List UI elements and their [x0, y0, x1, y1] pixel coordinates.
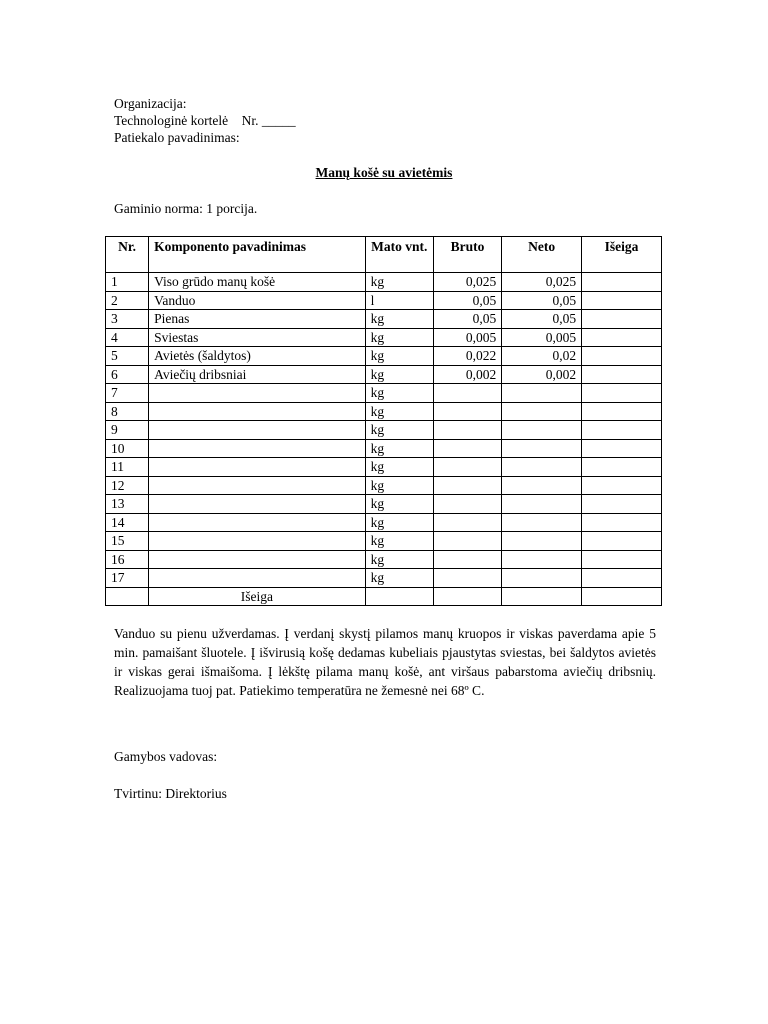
cell-component	[149, 439, 366, 458]
cell-nr: 1	[106, 273, 149, 292]
cell-bruto	[433, 550, 501, 569]
cell-nr: 17	[106, 569, 149, 588]
table-row	[106, 402, 662, 421]
cell-output	[582, 402, 662, 421]
cell-output	[582, 273, 662, 292]
cell-component	[149, 495, 366, 514]
table-row	[106, 495, 662, 514]
cell-unit: kg	[365, 513, 433, 532]
total-empty-cell	[365, 587, 433, 606]
col-header-nr: Nr.	[106, 237, 149, 273]
cell-output	[582, 365, 662, 384]
production-manager-label: Gamybos vadovas:	[114, 749, 218, 764]
cell-unit: kg	[365, 328, 433, 347]
cell-output	[582, 291, 662, 310]
cell-bruto	[433, 569, 501, 588]
cell-unit: kg	[365, 550, 433, 569]
table-row	[106, 310, 662, 329]
cell-bruto: 0,025	[433, 273, 501, 292]
cell-component: Pienas	[149, 310, 366, 329]
cell-output	[582, 550, 662, 569]
table-row	[106, 347, 662, 366]
col-header-output: Išeiga	[582, 237, 662, 273]
cell-neto: 0,05	[502, 291, 582, 310]
col-header-unit: Mato vnt.	[365, 237, 433, 273]
table-total-row	[106, 587, 662, 606]
total-empty-cell	[433, 587, 501, 606]
cell-nr: 14	[106, 513, 149, 532]
cell-component	[149, 569, 366, 588]
cell-bruto: 0,05	[433, 310, 501, 329]
total-empty-cell	[502, 587, 582, 606]
cell-bruto	[433, 513, 501, 532]
cell-unit: kg	[365, 273, 433, 292]
col-header-bruto: Bruto	[433, 237, 501, 273]
cell-bruto	[433, 458, 501, 477]
table-row	[106, 532, 662, 551]
table-row	[106, 273, 662, 292]
cell-bruto	[433, 421, 501, 440]
cell-neto	[502, 402, 582, 421]
cell-bruto	[433, 402, 501, 421]
cell-nr: 9	[106, 421, 149, 440]
cell-neto	[502, 421, 582, 440]
cell-component: Sviestas	[149, 328, 366, 347]
cell-nr: 15	[106, 532, 149, 551]
col-header-neto: Neto	[502, 237, 582, 273]
cell-bruto: 0,022	[433, 347, 501, 366]
cell-nr: 8	[106, 402, 149, 421]
cell-neto: 0,05	[502, 310, 582, 329]
table-row	[106, 291, 662, 310]
cell-component: Viso grūdo manų košė	[149, 273, 366, 292]
total-empty-cell	[582, 587, 662, 606]
cell-unit: kg	[365, 347, 433, 366]
cell-unit: kg	[365, 476, 433, 495]
cell-component	[149, 476, 366, 495]
cell-neto: 0,025	[502, 273, 582, 292]
cell-component	[149, 384, 366, 403]
cell-nr: 10	[106, 439, 149, 458]
cell-unit: kg	[365, 384, 433, 403]
cell-output	[582, 495, 662, 514]
cell-unit: kg	[365, 495, 433, 514]
cell-bruto	[433, 384, 501, 403]
cell-component	[149, 421, 366, 440]
table-row	[106, 569, 662, 588]
cell-nr: 16	[106, 550, 149, 569]
cell-neto: 0,02	[502, 347, 582, 366]
cell-unit: kg	[365, 421, 433, 440]
cell-output	[582, 532, 662, 551]
cell-component	[149, 402, 366, 421]
table-row	[106, 458, 662, 477]
tech-card-line	[114, 112, 296, 129]
cell-bruto: 0,005	[433, 328, 501, 347]
table-row	[106, 476, 662, 495]
cell-output	[582, 310, 662, 329]
cell-bruto	[433, 439, 501, 458]
table-row	[106, 439, 662, 458]
cell-nr: 11	[106, 458, 149, 477]
cell-neto	[502, 569, 582, 588]
table-row	[106, 550, 662, 569]
cell-output	[582, 513, 662, 532]
recipe-title: Manų košė su avietėmis	[315, 165, 453, 180]
cell-bruto: 0,002	[433, 365, 501, 384]
organization-label: Organizacija:	[114, 96, 187, 111]
cell-nr: 2	[106, 291, 149, 310]
cell-component: Vanduo	[149, 291, 366, 310]
cell-nr: 6	[106, 365, 149, 384]
cell-unit: kg	[365, 365, 433, 384]
cell-neto	[502, 458, 582, 477]
cell-neto: 0,005	[502, 328, 582, 347]
cell-unit: l	[365, 291, 433, 310]
preparation-description: Vanduo su pienu užverdamas. Į verdanį skystį pilamos manų kruopos ir viskas paverdama apie 5 min. pamaišant šluotele. Į išvirusią košę dedamas kubeliais pjaustytas sviestas, bei šaldytos avietės ir viskas gerai išmaišoma. Į lėkštę pilama manų košė, ant viršaus pabarstoma aviečių dribsnių. Realizuojama tuoj pat. Patiekimo temperatūra ne žemesnė nei 68º C.	[114, 626, 656, 698]
cell-unit: kg	[365, 439, 433, 458]
tech-card-label: Technologinė kortelė	[114, 113, 229, 128]
cell-neto	[502, 550, 582, 569]
cell-output	[582, 384, 662, 403]
table-row	[106, 513, 662, 532]
cell-output	[582, 347, 662, 366]
cell-component	[149, 532, 366, 551]
col-header-component: Komponento pavadinimas	[149, 237, 366, 273]
cell-output	[582, 328, 662, 347]
cell-output	[582, 439, 662, 458]
cell-unit: kg	[365, 532, 433, 551]
table-header-row	[106, 237, 662, 273]
cell-component	[149, 550, 366, 569]
cell-unit: kg	[365, 402, 433, 421]
cell-bruto	[433, 532, 501, 551]
table-row	[106, 421, 662, 440]
cell-bruto	[433, 495, 501, 514]
cell-output	[582, 458, 662, 477]
table-row	[106, 384, 662, 403]
cell-nr: 3	[106, 310, 149, 329]
dish-name-label: Patiekalo pavadinimas:	[114, 130, 240, 145]
cell-neto: 0,002	[502, 365, 582, 384]
cell-neto	[502, 495, 582, 514]
total-label-cell: Išeiga	[149, 587, 366, 606]
table-row	[106, 328, 662, 347]
cell-neto	[502, 384, 582, 403]
components-table	[105, 236, 662, 606]
cell-nr: 7	[106, 384, 149, 403]
cell-output	[582, 421, 662, 440]
cell-component: Avietės (šaldytos)	[149, 347, 366, 366]
cell-neto	[502, 513, 582, 532]
table-body	[106, 273, 662, 588]
cell-unit: kg	[365, 310, 433, 329]
cell-unit: kg	[365, 569, 433, 588]
cell-neto	[502, 532, 582, 551]
cell-neto	[502, 439, 582, 458]
cell-component	[149, 513, 366, 532]
cell-bruto	[433, 476, 501, 495]
cell-component	[149, 458, 366, 477]
cell-neto	[502, 476, 582, 495]
cell-nr: 12	[106, 476, 149, 495]
cell-nr: 5	[106, 347, 149, 366]
cell-nr: 4	[106, 328, 149, 347]
cell-nr: 13	[106, 495, 149, 514]
cell-bruto: 0,05	[433, 291, 501, 310]
portion-norm: Gaminio norma: 1 porcija.	[114, 201, 258, 216]
cell-unit: kg	[365, 458, 433, 477]
card-number-label: Nr. _____	[241, 113, 296, 128]
cell-output	[582, 476, 662, 495]
approval-label: Tvirtinu: Direktorius	[114, 786, 227, 801]
table-row	[106, 365, 662, 384]
total-empty-cell	[106, 587, 149, 606]
cell-output	[582, 569, 662, 588]
cell-component: Aviečių dribsniai	[149, 365, 366, 384]
